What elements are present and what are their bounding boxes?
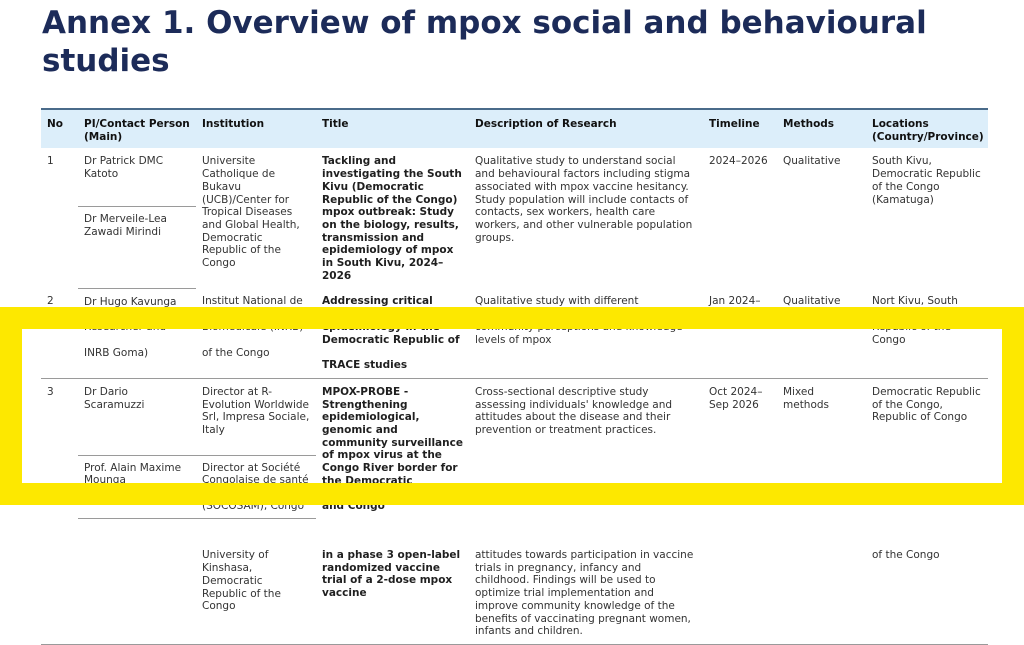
cell-timeline <box>703 519 777 644</box>
cell-no: 3 <box>47 385 54 398</box>
cell-timeline: Jan 2024– Jun 2025 <box>703 288 777 378</box>
cell-timeline: 2024–2026 <box>709 155 768 168</box>
header-title: Title <box>316 109 469 148</box>
header-description: Description of Research <box>469 109 703 148</box>
title-text-tail: TRACE studies <box>322 359 408 372</box>
cell-description: Qualitative study to understand social and behavioural factors including stigma associated with mpox vaccine hesitancy. Study population will include contacts of contacts, sex workers, health care workers, and other vulnerable population groups. <box>475 155 693 244</box>
cell-pi: Dr Dario Scaramuzzi <box>78 378 196 455</box>
cell-locations: South Kivu, Democratic Republic of the Congo (Kamatuga) <box>872 155 981 206</box>
cell-locations: Nort Kivu, South Kivu, Democratic Republic of the Congo <box>866 288 988 378</box>
studies-table <box>41 108 988 645</box>
institution-text-tail: of the Congo <box>202 346 270 359</box>
cell-locations: of the Congo <box>866 519 988 644</box>
cell-title: in a phase 3 open-label randomized vaccine trial of a 2-dose mpox vaccine <box>316 519 469 644</box>
page-title: Annex 1. Overview of mpox social and behavioural studies <box>42 5 927 79</box>
cell-institution: Director at R-Evolution Worldwide Srl, Impresa Sociale, Italy <box>196 378 316 455</box>
table-row <box>41 288 988 378</box>
header-pi: PI/Contact Person (Main) <box>78 109 196 148</box>
table-row <box>41 378 988 455</box>
cell-title <box>316 288 469 378</box>
pi-text: Dr Hugo Kavunga Membo (Senior Researcher and <box>84 295 177 334</box>
cell-pi: Dr Merveile-Lea Zawadi Mirindi <box>78 206 196 288</box>
cell-methods: Qualitative <box>777 288 866 378</box>
header-methods: Methods <box>777 109 866 148</box>
table-row <box>41 519 988 644</box>
cell-timeline: Oct 2024– Sep 2026 <box>709 385 763 411</box>
cell-institution <box>196 288 316 378</box>
header-locations: Locations (Country/Province) <box>866 109 988 148</box>
cell-locations: Democratic Republic of the Congo, Republic of Congo <box>872 385 981 424</box>
cell-title: Tackling and investigating the South Kivu (Democratic Republic of the Congo) mpox outbreak: Study on the biology, results, transmission and epidemiology of mpox in South Kivu, 2024–2026 <box>322 155 462 282</box>
header-no: No <box>41 109 78 148</box>
cell-pi: Dr Patrick DMC Katoto <box>78 148 196 206</box>
cell-methods: Mixed methods <box>783 385 830 411</box>
header-timeline: Timeline <box>703 109 777 148</box>
cell-pi <box>78 519 196 644</box>
table-header-row <box>41 109 988 148</box>
cell-institution: University of Kinshasa, Democratic Republic of the Congo <box>196 519 316 644</box>
cell-methods: Qualitative <box>783 155 841 168</box>
cell-pi <box>78 288 196 378</box>
header-institution: Institution <box>196 109 316 148</box>
cell-no: 1 <box>47 155 54 168</box>
cell-pi: Prof. Alain Maxime Mounga <box>78 455 196 519</box>
cell-description: Cross-sectional descriptive study assessing individuals' knowledge and attitudes about the disease and their prevention or treatment practices. <box>475 385 673 437</box>
pi-text-tail: INRB Goma) <box>84 347 149 360</box>
cell-institution: Universite Catholique de Bukavu (UCB)/Center for Tropical Diseases and Global Health, Democratic Republic of the Congo <box>202 155 300 270</box>
cell-methods <box>777 519 866 644</box>
table-row <box>41 148 988 206</box>
institution-text: Institut National de Recherche Biomédicale (INRB) <box>202 295 304 333</box>
cell-no: 2 <box>41 288 78 378</box>
cell-institution: Director at Société Congolaise de santé mentale (SOCOSAM), Congo <box>196 455 316 519</box>
cell-no <box>41 519 78 644</box>
title-text: Addressing critical gaps in mpox epidemiology in the Democratic Republic of <box>322 295 460 346</box>
cell-description: attitudes towards participation in vaccine trials in pregnancy, infancy and childhood. Findings will be used to optimize trial implementation and improve community knowledge of the benefits of vaccinating pregnant women, infants and children. <box>469 519 703 644</box>
cell-description: Qualitative study with different community groups to understand community perceptions and knowledge levels of mpox <box>469 288 703 378</box>
cell-title: MPOX-PROBE - Strengthening epidemiological, genomic and community surveillance of mpox virus at the Congo River border for the Democratic Republic of the Congo and Congo <box>322 385 463 513</box>
